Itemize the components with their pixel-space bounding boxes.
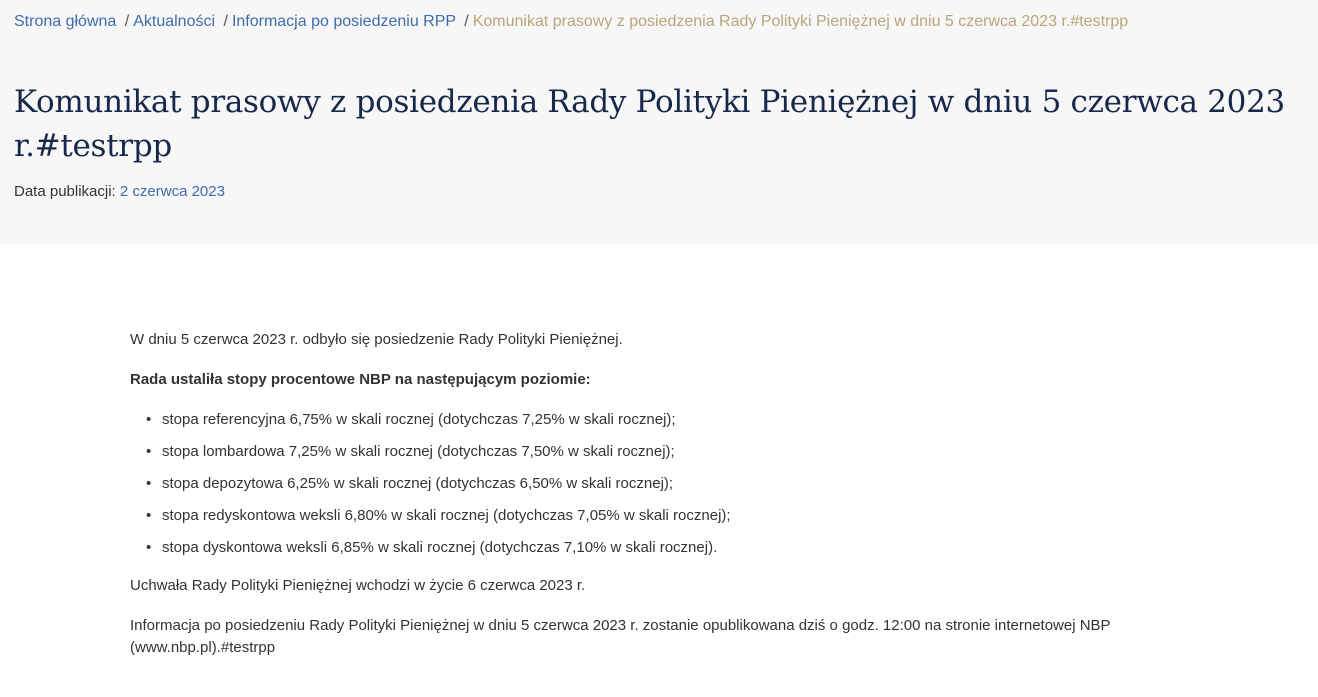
rates-heading <box>130 369 1210 391</box>
breadcrumb-separator: / <box>464 13 469 30</box>
intro-paragraph: W dniu 5 czerwca 2023 r. odbyło się posiedzenie Rady Polityki Pieniężnej. <box>130 331 623 348</box>
list-item: • stopa dyskontowa weksli 6,85% w skali rocznej (dotychczas 7,10% w skali rocznej). <box>146 537 1210 559</box>
breadcrumb-home[interactable]: Strona główna <box>14 13 117 30</box>
list-item: • stopa redyskontowa weksli 6,80% w skali rocznej (dotychczas 7,05% w skali rocznej); <box>146 505 1210 527</box>
list-item: • stopa lombardowa 7,25% w skali rocznej (dotychczas 7,50% w skali rocznej); <box>146 441 1210 463</box>
publication-date-label: Data publikacji: <box>14 183 116 200</box>
breadcrumb-current: Komunikat prasowy z posiedzenia Rady Polityki Pieniężnej w dniu 5 czerwca 2023 r.#testrpp <box>472 13 1129 30</box>
page-header <box>0 0 1318 244</box>
publication-date <box>14 183 1304 200</box>
breadcrumb-news[interactable]: Aktualności <box>133 13 216 30</box>
list-item: • stopa depozytowa 6,25% w skali rocznej (dotychczas 6,50% w skali rocznej); <box>146 473 1210 495</box>
list-item: • stopa referencyjna 6,75% w skali rocznej (dotychczas 7,25% w skali rocznej); <box>146 409 1210 431</box>
page-title: Komunikat prasowy z posiedzenia Rady Polityki Pieniężnej w dniu 5 czerwca 2023 r.#testrpp <box>14 84 1285 164</box>
publication-date-value[interactable]: 2 czerwca 2023 <box>119 183 225 200</box>
breadcrumb-separator: / <box>124 13 130 30</box>
rates-list <box>130 409 1210 559</box>
breadcrumb <box>14 12 1304 32</box>
breadcrumb-rpp-info[interactable]: Informacja po posiedzeniu RPP <box>231 13 456 30</box>
rates-heading-text: Rada ustaliła stopy procentowe NBP na następującym poziomie: <box>130 371 591 388</box>
effective-date-paragraph: Uchwała Rady Polityki Pieniężnej wchodzi w życie 6 czerwca 2023 r. <box>130 577 586 594</box>
article-body <box>0 244 1210 659</box>
info-paragraph: Informacja po posiedzeniu Rady Polityki Pieniężnej w dniu 5 czerwca 2023 r. zostanie opublikowana dziś o godz. 12:00 na stronie internetowej NBP (www.nbp.pl).#testrpp <box>130 617 1111 656</box>
breadcrumb-separator: / <box>223 13 228 30</box>
